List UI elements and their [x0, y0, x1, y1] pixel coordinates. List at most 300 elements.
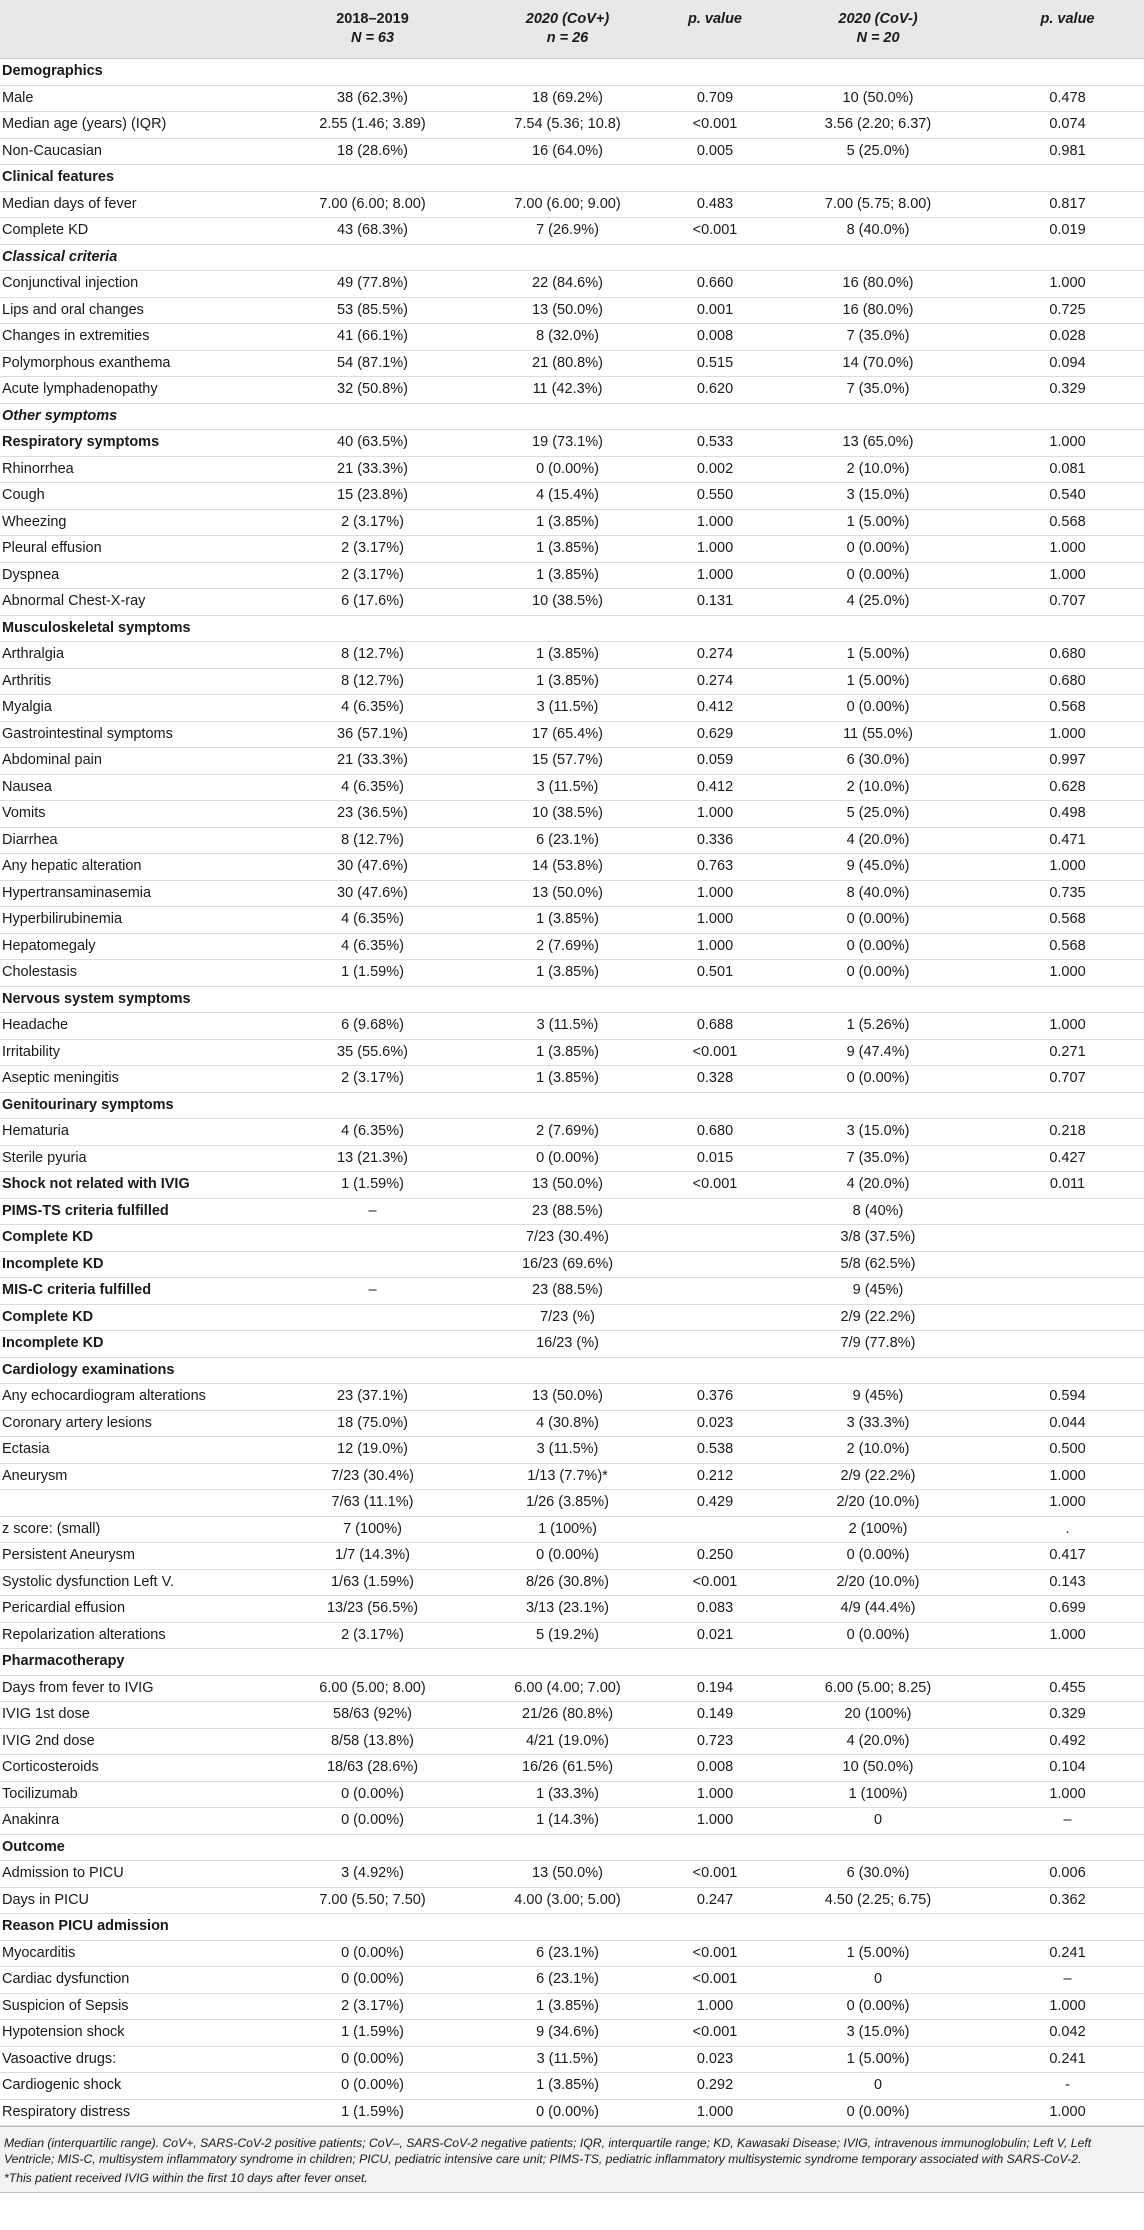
table-row — [0, 2020, 1144, 2047]
table-row-bold — [0, 1225, 1144, 1252]
value-2020-cov-pos: 7/23 (30.4%) — [470, 1225, 665, 1252]
value-2018-2019: 7/23 (30.4%) — [275, 1463, 470, 1490]
value-2020-cov-pos: 4 (15.4%) — [470, 483, 665, 510]
table-row — [0, 933, 1144, 960]
p-value-1 — [665, 1357, 765, 1384]
value-2020-cov-neg: 0 (0.00%) — [765, 1993, 991, 2020]
value-2018-2019: 7.00 (6.00; 8.00) — [275, 191, 470, 218]
value-2020-cov-pos: 15 (57.7%) — [470, 748, 665, 775]
p-value-1: 0.550 — [665, 483, 765, 510]
value-2018-2019: 23 (36.5%) — [275, 801, 470, 828]
value-2020-cov-neg: 3 (15.0%) — [765, 2020, 991, 2047]
p-value-2: 1.000 — [991, 271, 1144, 298]
table-row — [0, 1384, 1144, 1411]
value-2018-2019: 21 (33.3%) — [275, 748, 470, 775]
p-value-1: <0.001 — [665, 1940, 765, 1967]
value-2020-cov-neg: 4 (20.0%) — [765, 1728, 991, 1755]
section-header-row — [0, 1357, 1144, 1384]
row-label: Musculoskeletal symptoms — [0, 615, 275, 642]
p-value-1: 0.015 — [665, 1145, 765, 1172]
value-2020-cov-neg: 0 — [765, 2073, 991, 2100]
p-value-2: 1.000 — [991, 1490, 1144, 1517]
p-value-2: 0.699 — [991, 1596, 1144, 1623]
value-2020-cov-neg: 2 (100%) — [765, 1516, 991, 1543]
p-value-2: 0.081 — [991, 456, 1144, 483]
value-2018-2019: 32 (50.8%) — [275, 377, 470, 404]
value-2020-cov-pos: 21/26 (80.8%) — [470, 1702, 665, 1729]
value-2020-cov-neg: 1 (5.26%) — [765, 1013, 991, 1040]
p-value-1: 1.000 — [665, 509, 765, 536]
p-value-2: 0.218 — [991, 1119, 1144, 1146]
table-row — [0, 854, 1144, 881]
p-value-2: 0.725 — [991, 297, 1144, 324]
value-2018-2019: 6.00 (5.00; 8.00) — [275, 1675, 470, 1702]
value-2020-cov-neg: 7 (35.0%) — [765, 377, 991, 404]
row-label: Hypertransaminasemia — [0, 880, 275, 907]
value-2020-cov-pos: 13 (50.0%) — [470, 1861, 665, 1888]
table-row — [0, 1437, 1144, 1464]
value-2018-2019 — [275, 1649, 470, 1676]
p-value-2 — [991, 1225, 1144, 1252]
value-2020-cov-pos: 7.00 (6.00; 9.00) — [470, 191, 665, 218]
header-row — [0, 0, 1144, 59]
p-value-2 — [991, 1331, 1144, 1358]
value-2018-2019: 2.55 (1.46; 3.89) — [275, 112, 470, 139]
value-2018-2019: 1 (1.59%) — [275, 2099, 470, 2126]
value-2020-cov-neg: 4 (20.0%) — [765, 1172, 991, 1199]
row-label: Irritability — [0, 1039, 275, 1066]
value-2018-2019: 6 (9.68%) — [275, 1013, 470, 1040]
p-value-2: 1.000 — [991, 1013, 1144, 1040]
value-2020-cov-neg — [765, 1092, 991, 1119]
row-label: Clinical features — [0, 165, 275, 192]
value-2020-cov-neg: 10 (50.0%) — [765, 85, 991, 112]
table-row — [0, 191, 1144, 218]
p-value-2: . — [991, 1516, 1144, 1543]
p-value-2: 0.074 — [991, 112, 1144, 139]
value-2020-cov-neg: 7 (35.0%) — [765, 324, 991, 351]
value-2020-cov-pos: 1 (3.85%) — [470, 536, 665, 563]
table-row — [0, 1119, 1144, 1146]
value-2020-cov-neg: 0 (0.00%) — [765, 960, 991, 987]
value-2018-2019: 2 (3.17%) — [275, 1622, 470, 1649]
value-2020-cov-neg: 0 (0.00%) — [765, 1543, 991, 1570]
value-2020-cov-neg: 2/20 (10.0%) — [765, 1490, 991, 1517]
p-value-2: 0.143 — [991, 1569, 1144, 1596]
table-row — [0, 1755, 1144, 1782]
p-value-1 — [665, 1092, 765, 1119]
p-value-2: 0.628 — [991, 774, 1144, 801]
value-2020-cov-pos: 6 (23.1%) — [470, 827, 665, 854]
table-row — [0, 112, 1144, 139]
p-value-1 — [665, 1516, 765, 1543]
p-value-1: 0.709 — [665, 85, 765, 112]
p-value-1: 1.000 — [665, 933, 765, 960]
value-2018-2019 — [275, 1357, 470, 1384]
value-2018-2019: 36 (57.1%) — [275, 721, 470, 748]
p-value-2: - — [991, 2073, 1144, 2100]
value-2020-cov-neg: 9 (45%) — [765, 1384, 991, 1411]
row-label: Shock not related with IVIG — [0, 1172, 275, 1199]
table-row — [0, 827, 1144, 854]
row-label: Complete KD — [0, 1304, 275, 1331]
p-value-2 — [991, 1834, 1144, 1861]
row-label: Respiratory symptoms — [0, 430, 275, 457]
value-2020-cov-neg: 0 (0.00%) — [765, 933, 991, 960]
p-value-1: 0.723 — [665, 1728, 765, 1755]
value-2020-cov-neg: 0 (0.00%) — [765, 907, 991, 934]
p-value-2: 1.000 — [991, 960, 1144, 987]
value-2020-cov-pos: 1 (3.85%) — [470, 668, 665, 695]
p-value-1: 0.533 — [665, 430, 765, 457]
table-row — [0, 1596, 1144, 1623]
table-row — [0, 721, 1144, 748]
header-2020-cov-neg — [765, 0, 991, 59]
value-2020-cov-pos: 22 (84.6%) — [470, 271, 665, 298]
p-value-1: 0.680 — [665, 1119, 765, 1146]
value-2018-2019: 54 (87.1%) — [275, 350, 470, 377]
row-label: Headache — [0, 1013, 275, 1040]
table-row — [0, 350, 1144, 377]
p-value-2 — [991, 59, 1144, 86]
p-value-1: 1.000 — [665, 562, 765, 589]
row-label: Median days of fever — [0, 191, 275, 218]
value-2018-2019 — [275, 1225, 470, 1252]
value-2018-2019 — [275, 1331, 470, 1358]
value-2020-cov-neg: 1 (100%) — [765, 1781, 991, 1808]
p-value-2: 0.568 — [991, 509, 1144, 536]
value-2018-2019: 1 (1.59%) — [275, 1172, 470, 1199]
p-value-1: 1.000 — [665, 1781, 765, 1808]
value-2020-cov-pos: 3 (11.5%) — [470, 1013, 665, 1040]
row-label: Repolarization alterations — [0, 1622, 275, 1649]
row-label: Vomits — [0, 801, 275, 828]
p-value-2: 0.568 — [991, 907, 1144, 934]
p-value-1: 0.194 — [665, 1675, 765, 1702]
table-row — [0, 695, 1144, 722]
p-value-1: 0.274 — [665, 642, 765, 669]
row-label: Dyspnea — [0, 562, 275, 589]
p-value-1: 0.629 — [665, 721, 765, 748]
value-2020-cov-neg: 8 (40.0%) — [765, 218, 991, 245]
p-value-1 — [665, 1649, 765, 1676]
value-2020-cov-pos: 14 (53.8%) — [470, 854, 665, 881]
p-value-1 — [665, 986, 765, 1013]
value-2020-cov-neg — [765, 615, 991, 642]
table-row — [0, 1622, 1144, 1649]
p-value-1: 0.336 — [665, 827, 765, 854]
p-value-1: 0.021 — [665, 1622, 765, 1649]
row-label: Aseptic meningitis — [0, 1066, 275, 1093]
section-header-row — [0, 165, 1144, 192]
header-2018-2019 — [275, 0, 470, 59]
value-2018-2019: 18 (28.6%) — [275, 138, 470, 165]
p-value-2: 0.817 — [991, 191, 1144, 218]
value-2020-cov-neg: 0 (0.00%) — [765, 2099, 991, 2126]
value-2020-cov-neg: 0 (0.00%) — [765, 1066, 991, 1093]
p-value-1: 0.002 — [665, 456, 765, 483]
value-2020-cov-pos — [470, 1357, 665, 1384]
header-2020-cov-pos-n: n = 26 — [546, 30, 589, 46]
value-2018-2019: 2 (3.17%) — [275, 562, 470, 589]
value-2020-cov-neg: 0 — [765, 1967, 991, 1994]
p-value-2: 1.000 — [991, 536, 1144, 563]
row-label: Pericardial effusion — [0, 1596, 275, 1623]
p-value-1: <0.001 — [665, 218, 765, 245]
row-label: Incomplete KD — [0, 1251, 275, 1278]
table-row-bold — [0, 1331, 1144, 1358]
p-value-2: 0.427 — [991, 1145, 1144, 1172]
value-2020-cov-pos: 7/23 (%) — [470, 1304, 665, 1331]
row-label: PIMS-TS criteria fulfilled — [0, 1198, 275, 1225]
p-value-2: 0.006 — [991, 1861, 1144, 1888]
header-label-column — [0, 0, 275, 59]
value-2018-2019: 2 (3.17%) — [275, 1993, 470, 2020]
p-value-1: 0.763 — [665, 854, 765, 881]
value-2020-cov-pos — [470, 986, 665, 1013]
p-value-1 — [665, 244, 765, 271]
row-label: Wheezing — [0, 509, 275, 536]
p-value-1: 1.000 — [665, 907, 765, 934]
p-value-2: 0.981 — [991, 138, 1144, 165]
p-value-1: 0.501 — [665, 960, 765, 987]
section-header-row — [0, 1914, 1144, 1941]
p-value-2 — [991, 244, 1144, 271]
table-row — [0, 456, 1144, 483]
row-label: Suspicion of Sepsis — [0, 1993, 275, 2020]
value-2020-cov-pos: 7.54 (5.36; 10.8) — [470, 112, 665, 139]
value-2020-cov-pos: 1 (3.85%) — [470, 1066, 665, 1093]
table-row — [0, 748, 1144, 775]
table-row-bold — [0, 430, 1144, 457]
value-2018-2019: 1 (1.59%) — [275, 2020, 470, 2047]
value-2020-cov-neg: 0 (0.00%) — [765, 536, 991, 563]
p-value-1 — [665, 59, 765, 86]
table-row — [0, 1543, 1144, 1570]
value-2018-2019 — [275, 403, 470, 430]
row-label: Lips and oral changes — [0, 297, 275, 324]
p-value-1: 0.008 — [665, 324, 765, 351]
row-label: Complete KD — [0, 218, 275, 245]
value-2020-cov-pos: 13 (50.0%) — [470, 1172, 665, 1199]
value-2020-cov-pos: 3 (11.5%) — [470, 2046, 665, 2073]
footnote-asterisk-note: *This patient received IVIG within the first 10 days after fever onset. — [4, 2171, 368, 2185]
p-value-2: 0.011 — [991, 1172, 1144, 1199]
row-label: IVIG 1st dose — [0, 1702, 275, 1729]
value-2020-cov-neg: 4 (20.0%) — [765, 827, 991, 854]
table-row — [0, 297, 1144, 324]
table-row — [0, 138, 1144, 165]
value-2020-cov-pos: 1 (100%) — [470, 1516, 665, 1543]
section-header-row — [0, 59, 1144, 86]
p-value-2: 0.329 — [991, 377, 1144, 404]
p-value-2: 0.329 — [991, 1702, 1144, 1729]
value-2020-cov-neg: 16 (80.0%) — [765, 271, 991, 298]
table-row — [0, 1463, 1144, 1490]
value-2020-cov-pos: 9 (34.6%) — [470, 2020, 665, 2047]
value-2020-cov-pos: 1 (3.85%) — [470, 562, 665, 589]
value-2020-cov-pos: 10 (38.5%) — [470, 801, 665, 828]
p-value-2: – — [991, 1967, 1144, 1994]
value-2018-2019: – — [275, 1278, 470, 1305]
row-label: Classical criteria — [0, 244, 275, 271]
row-label: Hypotension shock — [0, 2020, 275, 2047]
p-value-1: 0.250 — [665, 1543, 765, 1570]
value-2020-cov-neg: 2 (10.0%) — [765, 774, 991, 801]
value-2018-2019: 6 (17.6%) — [275, 589, 470, 616]
p-value-1: 0.023 — [665, 1410, 765, 1437]
p-value-2: 1.000 — [991, 1622, 1144, 1649]
p-value-1: 1.000 — [665, 536, 765, 563]
value-2020-cov-pos: 8 (32.0%) — [470, 324, 665, 351]
row-label: Incomplete KD — [0, 1331, 275, 1358]
value-2020-cov-pos: 19 (73.1%) — [470, 430, 665, 457]
value-2020-cov-neg: 13 (65.0%) — [765, 430, 991, 457]
value-2020-cov-pos: 1 (14.3%) — [470, 1808, 665, 1835]
value-2020-cov-pos: 3/13 (23.1%) — [470, 1596, 665, 1623]
table-row — [0, 1728, 1144, 1755]
value-2020-cov-pos: 21 (80.8%) — [470, 350, 665, 377]
value-2020-cov-neg: 3 (15.0%) — [765, 1119, 991, 1146]
p-value-2: 0.707 — [991, 589, 1144, 616]
p-value-1 — [665, 1198, 765, 1225]
p-value-1 — [665, 1225, 765, 1252]
p-value-2 — [991, 1251, 1144, 1278]
table-row — [0, 1861, 1144, 1888]
value-2020-cov-neg — [765, 59, 991, 86]
value-2020-cov-pos — [470, 165, 665, 192]
p-value-1: 0.083 — [665, 1596, 765, 1623]
row-label: Cardiac dysfunction — [0, 1967, 275, 1994]
table-row — [0, 1940, 1144, 1967]
row-label: Arthritis — [0, 668, 275, 695]
value-2020-cov-neg: 6.00 (5.00; 8.25) — [765, 1675, 991, 1702]
value-2020-cov-neg: 1 (5.00%) — [765, 668, 991, 695]
value-2020-cov-neg: 2/9 (22.2%) — [765, 1304, 991, 1331]
p-value-2: 0.417 — [991, 1543, 1144, 1570]
value-2018-2019: 1/7 (14.3%) — [275, 1543, 470, 1570]
value-2020-cov-pos: 1 (3.85%) — [470, 960, 665, 987]
value-2020-cov-pos: 1 (3.85%) — [470, 2073, 665, 2100]
value-2020-cov-neg: 8 (40%) — [765, 1198, 991, 1225]
row-label: Outcome — [0, 1834, 275, 1861]
row-label: Genitourinary symptoms — [0, 1092, 275, 1119]
p-value-2: 0.241 — [991, 1940, 1144, 1967]
value-2018-2019: 4 (6.35%) — [275, 1119, 470, 1146]
value-2018-2019: 40 (63.5%) — [275, 430, 470, 457]
value-2018-2019: 49 (77.8%) — [275, 271, 470, 298]
row-label: z score: (small) — [0, 1516, 275, 1543]
value-2018-2019 — [275, 615, 470, 642]
p-value-2: 0.680 — [991, 642, 1144, 669]
table-row — [0, 1808, 1144, 1835]
p-value-1: <0.001 — [665, 1569, 765, 1596]
section-header-row — [0, 244, 1144, 271]
p-value-1: 0.515 — [665, 350, 765, 377]
row-label: Complete KD — [0, 1225, 275, 1252]
row-label: Respiratory distress — [0, 2099, 275, 2126]
value-2018-2019: 58/63 (92%) — [275, 1702, 470, 1729]
p-value-2: 0.044 — [991, 1410, 1144, 1437]
p-value-2: 1.000 — [991, 562, 1144, 589]
value-2020-cov-pos — [470, 1834, 665, 1861]
value-2018-2019: 0 (0.00%) — [275, 2073, 470, 2100]
value-2020-cov-neg: 7 (35.0%) — [765, 1145, 991, 1172]
value-2020-cov-neg: 5/8 (62.5%) — [765, 1251, 991, 1278]
row-label: Polymorphous exanthema — [0, 350, 275, 377]
footnote-abbreviations: Median (interquartilic range). CoV+, SARS-CoV-2 positive patients; CoV–, SARS-CoV-2 negative patients; IQR, interquartile range; KD, Kawasaki Disease; IVIG, intravenous immunoglobulin; Left V, Left Ventricle; MIS-C, multisystem inflammatory syndrome in children; PICU, pediatric intensive care unit; PIMS-TS, pediatric inflammatory multisystemic syndrome temporary associated with SARS-CoV-2. — [4, 2136, 1092, 2166]
p-value-1: <0.001 — [665, 2020, 765, 2047]
value-2020-cov-neg: 2/9 (22.2%) — [765, 1463, 991, 1490]
value-2020-cov-neg: 0 (0.00%) — [765, 562, 991, 589]
value-2020-cov-neg: 9 (47.4%) — [765, 1039, 991, 1066]
row-label: Hyperbilirubinemia — [0, 907, 275, 934]
p-value-2 — [991, 1914, 1144, 1941]
value-2018-2019: 7/63 (11.1%) — [275, 1490, 470, 1517]
row-label: Hepatomegaly — [0, 933, 275, 960]
value-2020-cov-pos — [470, 1914, 665, 1941]
value-2020-cov-pos: 3 (11.5%) — [470, 695, 665, 722]
row-label: Days in PICU — [0, 1887, 275, 1914]
p-value-1: 0.247 — [665, 1887, 765, 1914]
row-label: Pleural effusion — [0, 536, 275, 563]
value-2020-cov-pos: 16/26 (61.5%) — [470, 1755, 665, 1782]
value-2020-cov-pos: 13 (50.0%) — [470, 1384, 665, 1411]
value-2020-cov-pos: 16/23 (%) — [470, 1331, 665, 1358]
value-2018-2019 — [275, 986, 470, 1013]
value-2020-cov-neg: 5 (25.0%) — [765, 138, 991, 165]
value-2020-cov-pos — [470, 615, 665, 642]
p-value-1: 0.660 — [665, 271, 765, 298]
value-2020-cov-neg: 2 (10.0%) — [765, 1437, 991, 1464]
value-2020-cov-pos: 1 (3.85%) — [470, 509, 665, 536]
table-row — [0, 218, 1144, 245]
value-2020-cov-neg: 1 (5.00%) — [765, 642, 991, 669]
value-2018-2019: 4 (6.35%) — [275, 695, 470, 722]
p-value-1 — [665, 1251, 765, 1278]
value-2020-cov-pos: 1 (3.85%) — [470, 1039, 665, 1066]
p-value-2: 0.455 — [991, 1675, 1144, 1702]
p-value-1: 0.131 — [665, 589, 765, 616]
p-value-2: 0.271 — [991, 1039, 1144, 1066]
row-label: Systolic dysfunction Left V. — [0, 1569, 275, 1596]
row-label: Persistent Aneurysm — [0, 1543, 275, 1570]
value-2018-2019 — [275, 59, 470, 86]
p-value-1: 1.000 — [665, 1808, 765, 1835]
value-2020-cov-neg: 3/8 (37.5%) — [765, 1225, 991, 1252]
value-2020-cov-pos: 5 (19.2%) — [470, 1622, 665, 1649]
p-value-1: 0.292 — [665, 2073, 765, 2100]
value-2018-2019: 23 (37.1%) — [275, 1384, 470, 1411]
p-value-2 — [991, 1304, 1144, 1331]
header-2020-cov-pos — [470, 0, 665, 59]
p-value-1: 0.059 — [665, 748, 765, 775]
value-2018-2019: 0 (0.00%) — [275, 1781, 470, 1808]
value-2018-2019: – — [275, 1198, 470, 1225]
row-label: Reason PICU admission — [0, 1914, 275, 1941]
table-row — [0, 1516, 1144, 1543]
value-2020-cov-neg: 1 (5.00%) — [765, 1940, 991, 1967]
p-value-1: 0.274 — [665, 668, 765, 695]
value-2020-cov-neg — [765, 165, 991, 192]
table-row — [0, 2099, 1144, 2126]
value-2020-cov-neg: 6 (30.0%) — [765, 748, 991, 775]
p-value-2: 1.000 — [991, 2099, 1144, 2126]
value-2020-cov-pos: 2 (7.69%) — [470, 1119, 665, 1146]
table-row — [0, 1702, 1144, 1729]
p-value-2: 0.540 — [991, 483, 1144, 510]
value-2020-cov-neg: 8 (40.0%) — [765, 880, 991, 907]
